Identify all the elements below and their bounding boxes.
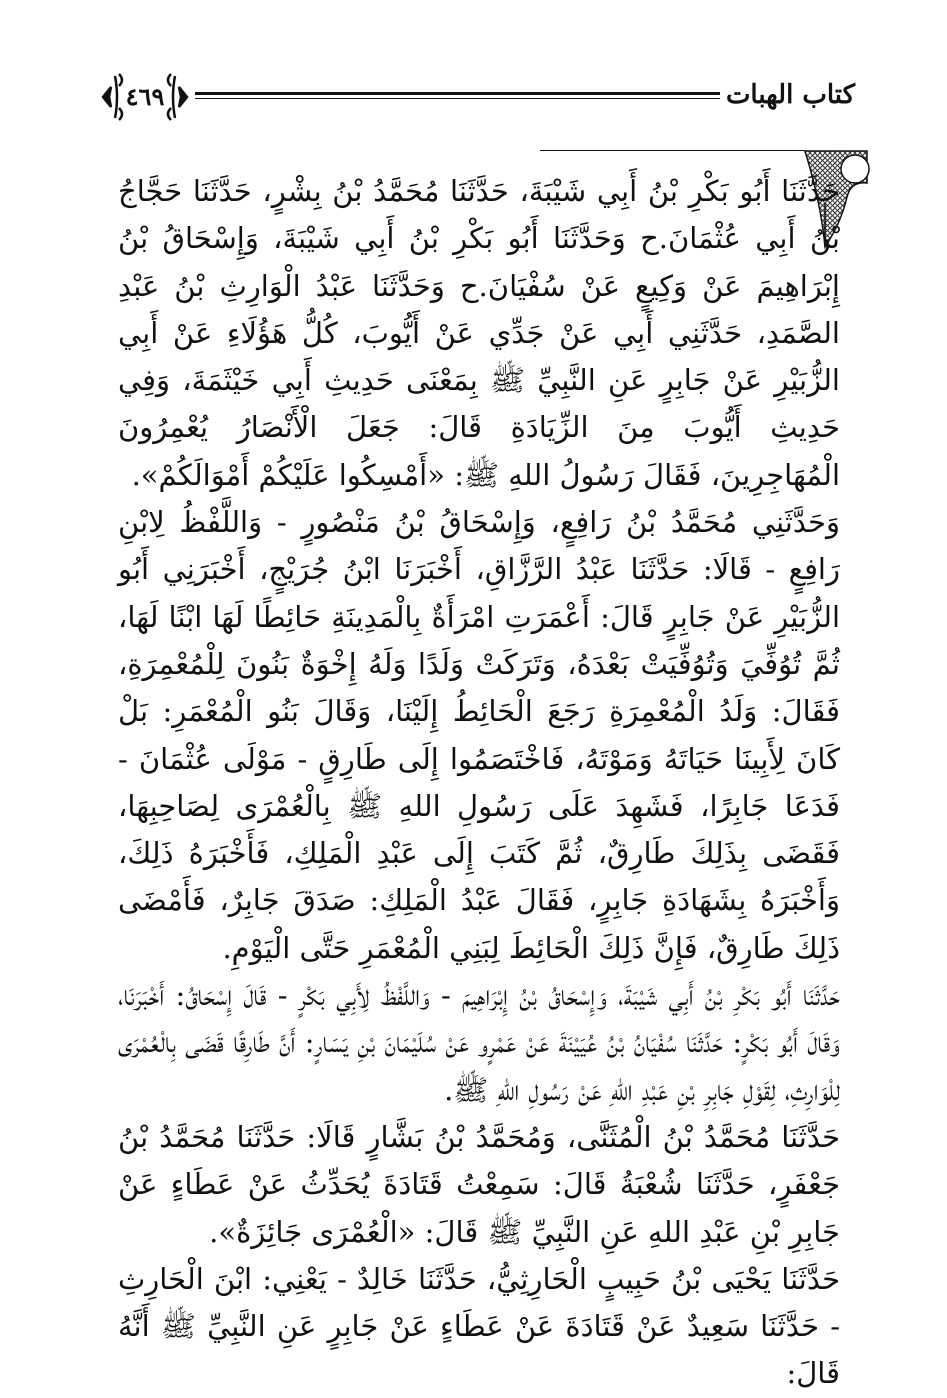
hadith-paragraph: وَحَدَّثَنِي مُحَمَّدُ بْنُ رَافِعٍ، وَإِسْحَاقُ بْنُ مَنْصُورٍ - وَاللَّفْظُ لِابْنِ رَافِعٍ - قَالَا: حَدَّثَنَا عَبْدُ الرَّزَّاقِ، أَخْبَرَنَا ابْنُ جُرَيْجٍ، أَخْبَرَنِي أَبُو الزُّبَيْرِ عَنْ جَابِرٍ قَالَ: أَعْمَرَتِ امْرَأَةٌ بِالْمَدِينَةِ حَائِطًا لَهَا ابْنًا لَهَا، ثُمَّ تُوُفِّيَ وَتُوُفِّيَتْ بَعْدَهُ، وَتَرَكَتْ وَلَدًا وَلَهُ إِخْوَةٌ بَنُونَ لِلْمُعْمِرَةِ، فَقَالَ: وَلَدُ الْمُعْمِرَةِ رَجَعَ الْحَائِطُ إِلَيْنَا، وَقَالَ بَنُو الْمُعْمَرِ: بَلْ كَانَ لِأَبِينَا حَيَاتَهُ وَمَوْتَهُ، فَاخْتَصَمُوا إِلَى طَارِقٍ - مَوْلَى عُثْمَانَ - فَدَعَا جَابِرًا، فَشَهِدَ عَلَى رَسُولِ اللهِ ﷺ بِالْعُمْرَى لِصَاحِبِهَا، فَقَضَى بِذَلِكَ طَارِقٌ، ثُمَّ كَتَبَ إِلَى عَبْدِ الْمَلِكِ، فَأَخْبَرَهُ ذَلِكَ، وَأَخْبَرَهُ بِشَهَادَةِ جَابِرٍ، فَقَالَ عَبْدُ الْمَلِكِ: صَدَقَ جَابِرٌ، فَأَمْضَى ذَلِكَ طَارِقٌ، فَإِنَّ ذَلِكَ الْحَائِطَ لِبَنِي الْمُعْمَرِ حَتَّى الْيَوْمِ. <box>118 505 840 965</box>
page-number-ornament <box>95 62 195 132</box>
header-rule-thin <box>195 98 720 99</box>
hadith-paragraph: حَدَّثَنَا أَبُو بَكْرِ بْنُ أَبِي شَيْبَةَ، وَإِسْحَاقُ بْنُ إِبْرَاهِيمَ - وَاللَّفْظُ لِأَبِي بَكْرٍ - قَالَ إِسْحَاقُ: أَخْبَرَنَا، وَقَالَ أَبُو بَكْرٍ: حَدَّثَنَا سُفْيَانُ بْنُ عُيَيْنَةَ عَنْ عَمْرٍو عَنْ سُلَيْمَانَ بْنِ يَسَارٍ: أَنَّ طَارِقًا قَضَى بِالْعُمْرَى لِلْوَارِثِ، لِقَوْلِ جَابِرِ بْنِ عَبْدِ اللهِ عَنْ رَسُولِ اللهِ ﷺ. <box>118 978 840 1107</box>
header-rule <box>195 92 720 95</box>
hadith-paragraph: حَدَّثَنَا يَحْيَى بْنُ حَبِيبٍ الْحَارِثِيُّ، حَدَّثَنَا خَالِدٌ - يَعْنِي: ابْنَ الْحَارِثِ - حَدَّثَنَا سَعِيدٌ عَنْ قَتَادَةَ عَنْ عَطَاءٍ عَنْ جَابِرٍ عَنِ النَّبِيِّ ﷺ أَنَّهُ قَالَ: <box>118 1261 840 1391</box>
corner-rule <box>540 150 805 151</box>
hadith-text <box>118 168 840 1398</box>
chapter-title: كتاب الهبات <box>725 80 855 110</box>
page-header <box>95 62 855 132</box>
hadith-paragraph: حَدَّثَنَا أَبُو بَكْرِ بْنُ أَبِي شَيْبَةَ، حَدَّثَنَا مُحَمَّدُ بْنُ بِشْرٍ، حَدَّثَنَا حَجَّاجُ بْنُ أَبِي عُثْمَانَ.ح وَحَدَّثَنَا أَبُو بَكْرِ بْنُ أَبِي شَيْبَةَ، وَإِسْحَاقُ بْنُ إِبْرَاهِيمَ عَنْ وَكِيعٍ عَنْ سُفْيَانَ.ح وَحَدَّثَنَا عَبْدُ الْوَارِثِ بْنُ عَبْدِ الصَّمَدِ، حَدَّثَنِي أَبِي عَنْ جَدِّي عَنْ أَيُّوبَ، كُلُّ هَؤُلَاءِ عَنْ أَبِي الزُّبَيْرِ عَنْ جَابِرٍ عَنِ النَّبِيِّ ﷺ بِمَعْنَى حَدِيثِ أَبِي خَيْثَمَةَ، وَفِي حَدِيثِ أَيُّوبَ مِنَ الزِّيَادَةِ قَالَ: جَعَلَ الْأَنْصَارُ يُعْمِرُونَ الْمُهَاجِرِينَ، فَقَالَ رَسُولُ اللهِ ﷺ: «أَمْسِكُوا عَلَيْكُمْ أَمْوَالَكُمْ». <box>118 174 840 492</box>
hadith-paragraph: حَدَّثَنَا مُحَمَّدُ بْنُ الْمُثَنَّى، وَمُحَمَّدُ بْنُ بَشَّارٍ قَالَا: حَدَّثَنَا مُحَمَّدُ بْنُ جَعْفَرٍ، حَدَّثَنَا شُعْبَةُ قَالَ: سَمِعْتُ قَتَادَةَ يُحَدِّثُ عَنْ عَطَاءٍ عَنْ جَابِرِ بْنِ عَبْدِ اللهِ عَنِ النَّبِيِّ ﷺ قَالَ: «الْعُمْرَى جَائِزَةٌ». <box>118 1119 840 1249</box>
page-number: ٤٦٩ <box>125 82 165 111</box>
